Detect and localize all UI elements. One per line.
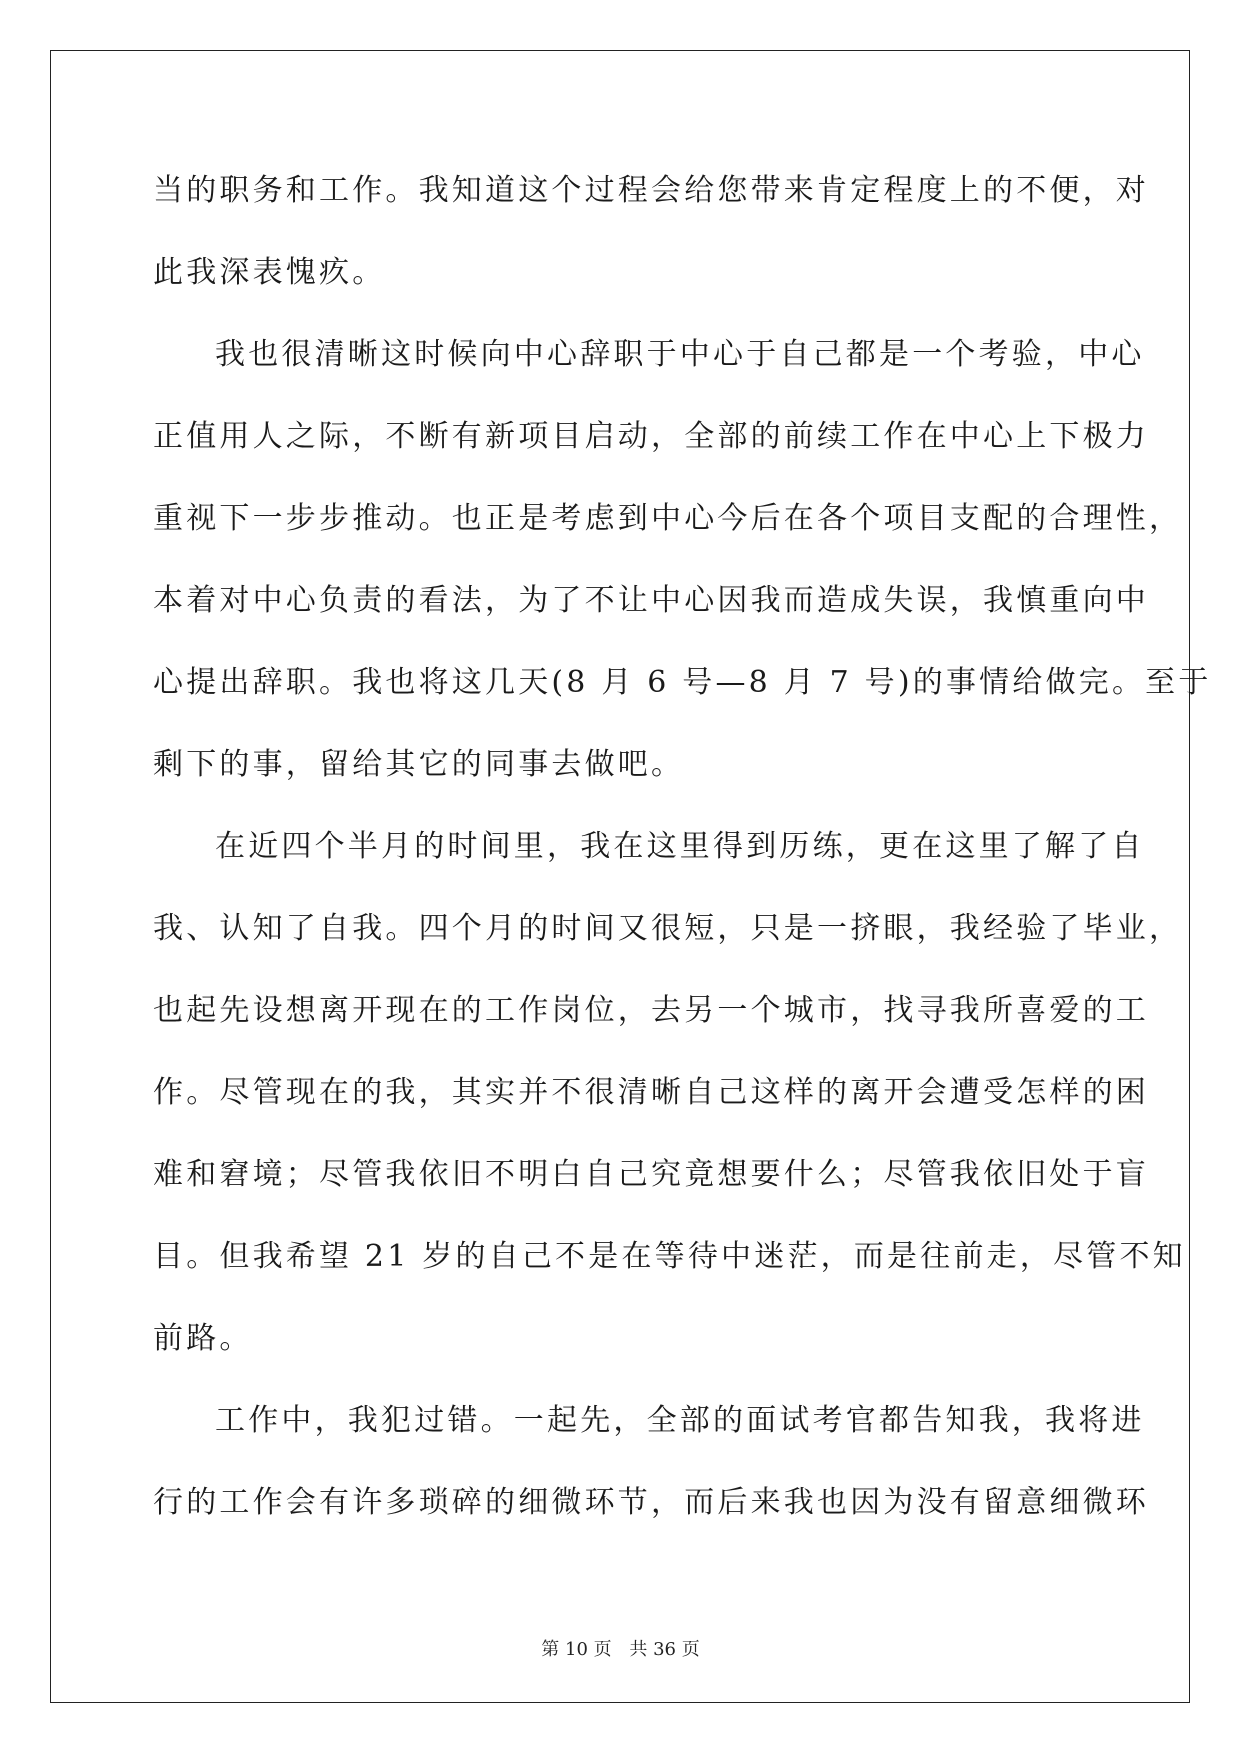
current-page-label: 第 10 页 xyxy=(541,1639,612,1660)
document-body xyxy=(153,160,1212,1554)
text-line: 目。但我希望 21 岁的自己不是在等待中迷茫，而是往前走，尽管不知 xyxy=(153,1239,1186,1274)
text-line: 也起先设想离开现在的工作岗位，去另一个城市，找寻我所喜爱的工 xyxy=(153,993,1149,1028)
text-line: 心提出辞职。我也将这几天(8 月 6 号—8 月 7 号)的事情给做完。至于 xyxy=(153,665,1212,700)
text-line: 此我深表愧疚。 xyxy=(153,255,386,290)
text-line: 难和窘境；尽管我依旧不明白自己究竟想要什么；尽管我依旧处于盲 xyxy=(153,1157,1149,1192)
text-line: 重视下一步步推动。也正是考虑到中心今后在各个项目支配的合理性， xyxy=(153,501,1183,536)
text-line: 我也很清晰这时候向中心辞职于中心于自己都是一个考验，中心 xyxy=(215,337,1145,372)
page-footer xyxy=(0,1635,1241,1661)
text-line: 本着对中心负责的看法，为了不让中心因我而造成失误，我慎重向中 xyxy=(153,583,1149,618)
text-line: 工作中，我犯过错。一起先，全部的面试考官都告知我，我将进 xyxy=(215,1403,1145,1438)
total-pages-label: 共 36 页 xyxy=(629,1639,700,1660)
text-line: 前路。 xyxy=(153,1321,253,1356)
text-line: 行的工作会有许多琐碎的细微环节，而后来我也因为没有留意细微环 xyxy=(153,1485,1149,1520)
text-line: 当的职务和工作。我知道这个过程会给您带来肯定程度上的不便，对 xyxy=(153,173,1149,208)
text-line: 剩下的事，留给其它的同事去做吧。 xyxy=(153,747,685,782)
text-line: 我、认知了自我。四个月的时间又很短，只是一挤眼，我经验了毕业， xyxy=(153,911,1183,946)
text-line: 作。尽管现在的我，其实并不很清晰自己这样的离开会遭受怎样的困 xyxy=(153,1075,1149,1110)
text-line: 正值用人之际，不断有新项目启动，全部的前续工作在中心上下极力 xyxy=(153,419,1149,454)
text-line: 在近四个半月的时间里，我在这里得到历练，更在这里了解了自 xyxy=(215,829,1145,864)
